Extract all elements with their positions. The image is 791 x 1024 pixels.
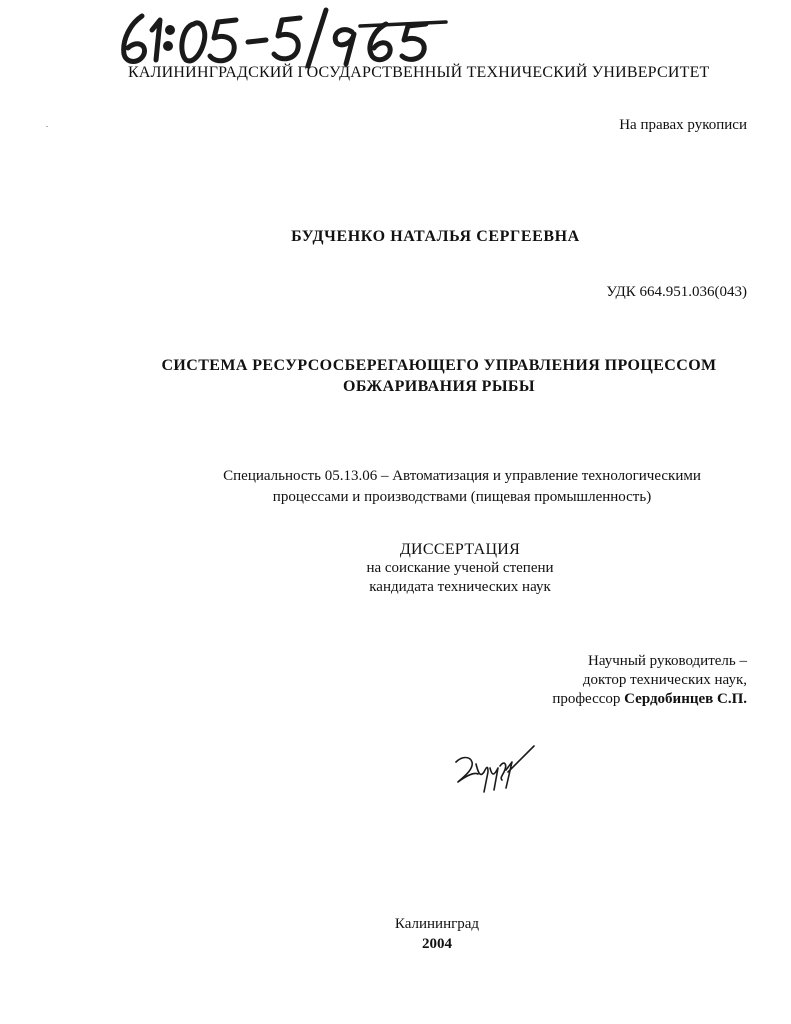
university-name: КАЛИНИНГРАДСКИЙ ГОСУДАРСТВЕННЫЙ ТЕХНИЧЕСКИЙ УНИВЕРСИТЕТ: [128, 64, 710, 81]
udk-code: УДК 664.951.036(043): [606, 284, 747, 300]
specialty-line-2: процессами и производствами (пищевая промышленность): [272, 489, 652, 505]
author-name: БУДЧЕНКО НАТАЛЬЯ СЕРГЕЕВНА: [291, 228, 580, 245]
supervisor-line-1: Научный руководитель –: [588, 653, 747, 669]
title-line-2: ОБЖАРИВАНИЯ РЫБЫ: [342, 378, 536, 395]
supervisor-block: [552, 652, 747, 709]
title-line-1: СИСТЕМА РЕСУРСОСБЕРЕГАЮЩЕГО УПРАВЛЕНИЯ ПРОЦЕССОМ: [161, 357, 717, 374]
supervisor-line-2: доктор технических наук,: [582, 672, 747, 688]
degree-line-1: на соискание ученой степени: [366, 560, 554, 576]
degree-line-2: кандидата технических наук: [369, 579, 551, 595]
city: Калининград: [394, 916, 480, 932]
signature: [448, 742, 538, 798]
supervisor-title: профессор: [552, 691, 621, 707]
degree-statement: [0, 540, 791, 597]
supervisor-line-3: [552, 690, 747, 709]
dissertation-heading: ДИССЕРТАЦИЯ: [399, 541, 521, 558]
specialty: [0, 466, 791, 508]
year: 2004: [422, 936, 452, 952]
dissertation-title: [0, 355, 791, 397]
supervisor-name: Сердобинцев С.П.: [624, 691, 747, 707]
specialty-line-1: Специальность 05.13.06 – Автоматизация и управление технологическими: [223, 468, 701, 484]
footer: [0, 914, 791, 954]
rights-note: На правах рукописи: [619, 117, 747, 133]
scan-speck: [46, 126, 48, 127]
